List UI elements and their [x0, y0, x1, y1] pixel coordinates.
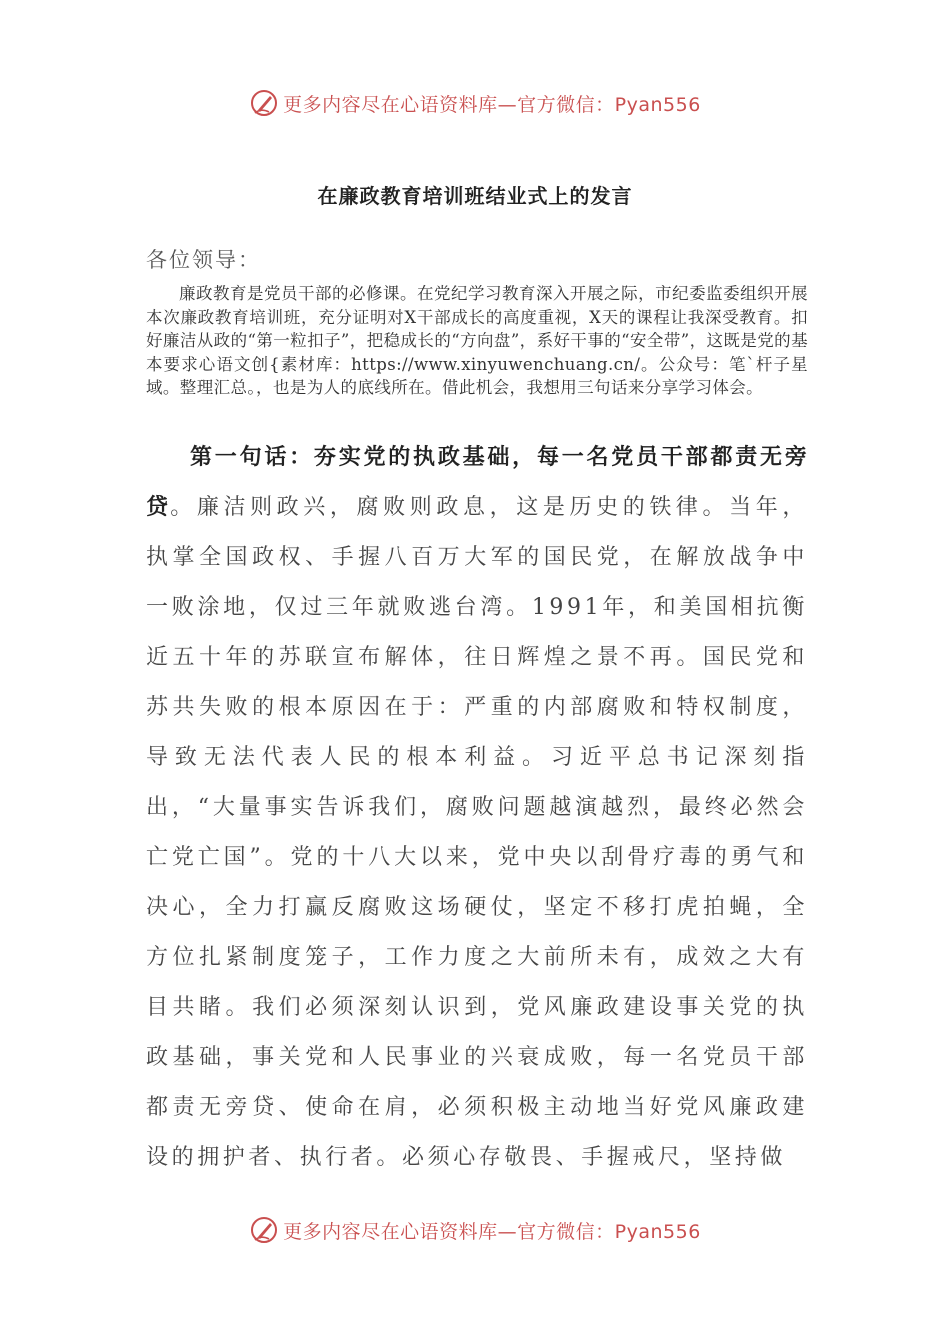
pen-logo-icon [249, 1215, 279, 1245]
banner-text: 更多内容尽在心语资料库—官方微信：Pyan556 [283, 93, 701, 116]
salutation: 各位领导： [146, 248, 261, 272]
pen-logo-icon [249, 88, 279, 118]
body-paragraph [146, 433, 808, 1183]
body-text: 。廉洁则政兴，腐败则政息，这是历史的铁律。当年，执掌全国政权、手握八百万大军的国民党，在解放战争中一败涂地，仅过三年就败逃台湾。1991年，和美国相抗衡近五十年的苏联宣布解体，往日辉煌之景不再。国民党和苏共失败的根本原因在于：严重的内部腐败和特权制度，导致无法代表人民的根本利益。习近平总书记深刻指出，“大量事实告诉我们，腐败问题越演越烈，最终必然会亡党亡国”。党的十八大以来，党中央以刮骨疗毒的勇气和决心，全力打赢反腐败这场硬仗，坚定不移打虎拍蝇，全方位扎紧制度笼子，工作力度之大前所未有，成效之大有目共睹。我们必须深刻认识到，党风廉政建设事关党的执政基础，事关党和人民事业的兴衰成败，每一名党员干部都责无旁贷、使命在肩，必须积极主动地当好党风廉政建设的拥护者、执行者。必须心存敬畏、手握戒尺，坚持做 [146, 495, 808, 1170]
footer-banner [0, 1213, 950, 1247]
intro-paragraph: 廉政教育是党员干部的必修课。在党纪学习教育深入开展之际，市纪委监委组织开展本次廉政教育培训班，充分证明对X干部成长的高度重视，X天的课程让我深受教育。扣好廉洁从政的“第一粒扣子”，把稳成长的“方向盘”，系好干事的“安全带”，这既是党的基本要求心语文创{素材库：https://www.xinyuwenchuang.cn/。公众号：笔`杆子星域。整理汇总。，也是为人的底线所在。借此机会，我想用三句话来分享学习体会。 [146, 284, 808, 397]
document-title: 在廉政教育培训班结业式上的发言 [317, 184, 633, 208]
section-heading: 第一句话：夯实党的执政基础，每一名党员干部都责无旁贷 [146, 445, 808, 520]
header-banner [0, 86, 950, 120]
banner-text: 更多内容尽在心语资料库—官方微信：Pyan556 [283, 1220, 701, 1243]
